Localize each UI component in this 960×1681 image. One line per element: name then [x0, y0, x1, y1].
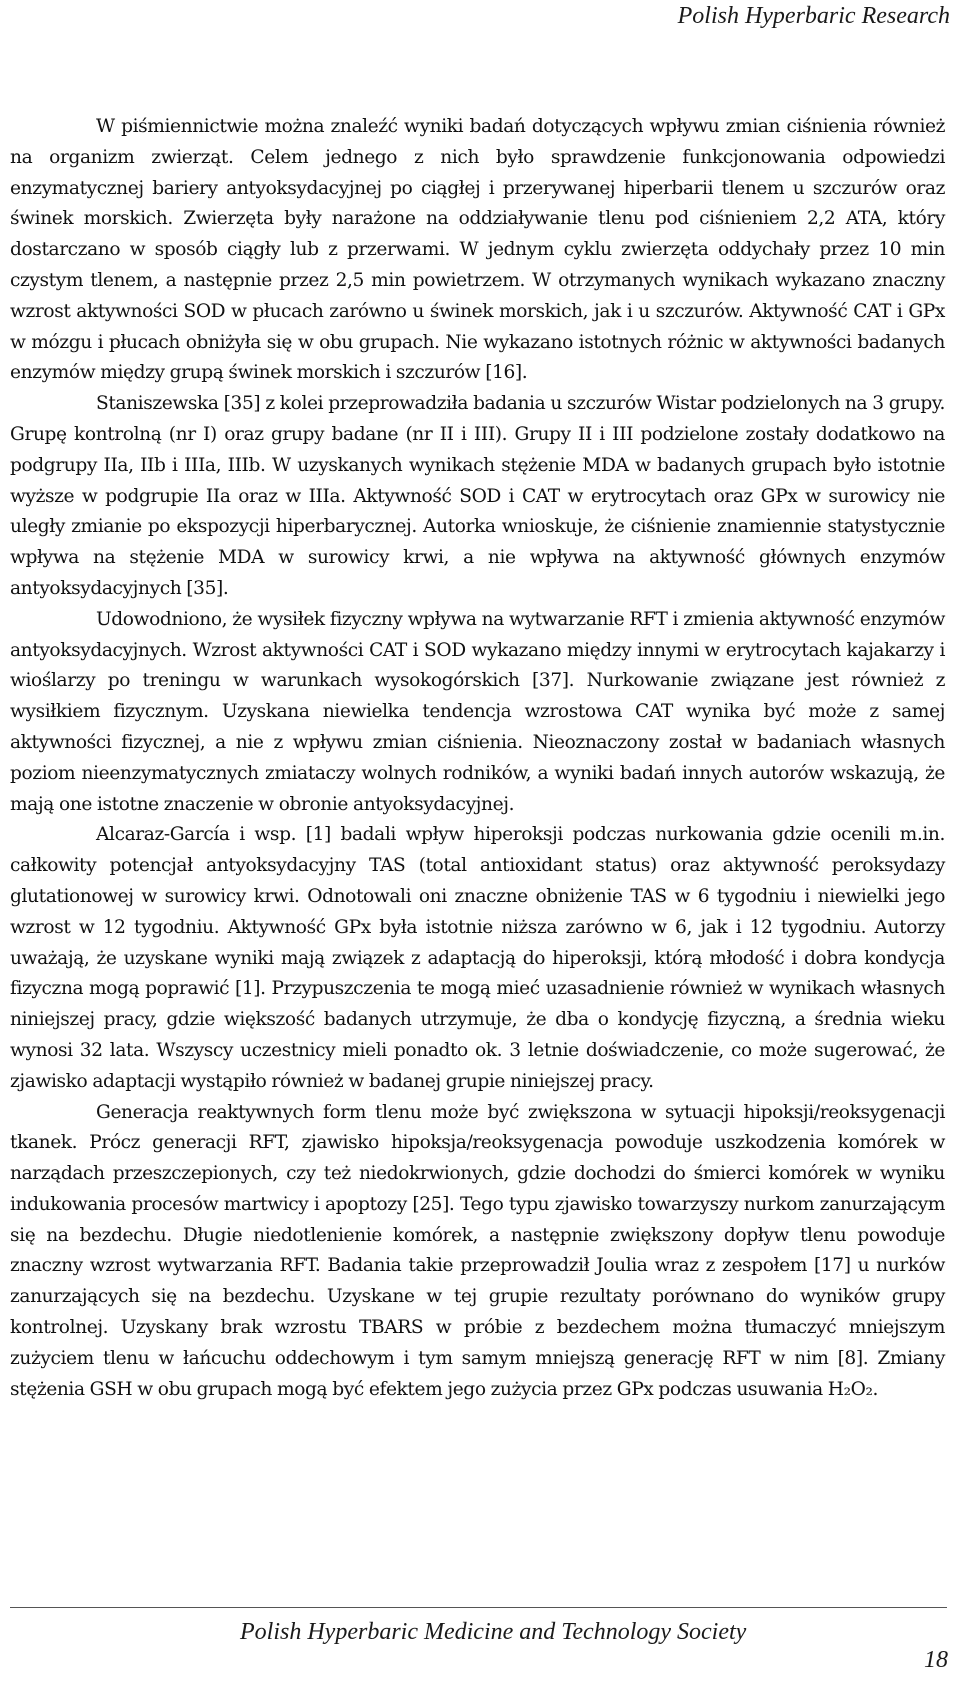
- paragraph-alcaraz-garcia: Alcaraz-García i wsp. [1] badali wpływ hiperoksji podczas nurkowania gdzie ocenili m.in. całkowity potencjał antyoksydacyjny TAS (total antioxidant status) oraz aktywność peroksydazy glutationowej w surowicy krwi. Odnotowali oni znaczne obniżenie TAS w 6 tygodniu i niewielki jego wzrost w 12 tygodniu. Aktywność GPx była istotnie niższa zarówno w 6, jak i 12 tygodniu. Autorzy uważają, że uzyskane wyniki mają związek z adaptacją do hiperoksji, którą młodość i dobra kondycja fizyczna mogą poprawić [1]. Przypuszczenia te mogą mieć uzasadnienie również w wynikach własnych niniejszej pracy, gdzie większość badanych utrzymuje, że dba o kondycję fizyczną, a średnia wieku wynosi 32 lata. Wszyscy uczestnicy mieli ponadto ok. 3 letnie doświadczenie, co może sugerować, że zjawisko adaptacji wystąpiło również w badanej grupie niniejszej pracy.: [10, 824, 945, 1092]
- paragraph-staniszewska: Staniszewska [35] z kolei przeprowadziła badania u szczurów Wistar podzielonych na 3 grupy. Grupę kontrolną (nr I) oraz grupy badane (nr II i III). Grupy II i III podzielone zostały dodatkowo na podgrupy IIa, IIb i IIIa, IIIb. W uzyskanych wynikach stężenie MDA w badanych grupach było istotnie wyższe w podgrupie IIa oraz w IIIa. Aktywność SOD i CAT w erytrocytach oraz GPx w surowicy nie uległy zmianie po ekspozycji hiperbarycznej. Autorka wnioskuje, że ciśnienie znamiennie statystycznie wpływa na stężenie MDA w surowicy krwi, a nie wpływa na aktywność głównych enzymów antyoksydacyjnych [35].: [10, 393, 945, 599]
- footer-divider: [10, 1607, 947, 1608]
- running-footer: Polish Hyperbaric Medicine and Technology Society: [240, 1619, 747, 1645]
- paragraph-animal-studies: W piśmiennictwie można znaleźć wyniki badań dotyczących wpływu zmian ciśnienia również na organizm zwierząt. Celem jednego z nich było sprawdzenie funkcjonowania odpowiedzi enzymatycznej bariery antyoksydacyjnej po ciągłej i przerywanej hiperbarii tlenem u szczurów oraz świnek morskich. Zwierzęta były narażone na oddziaływanie tlenu pod ciśnieniem 2,2 ATA, który dostarczano w sposób ciągły lub z przerwami. W jednym cyklu zwierzęta oddychały przez 10 min czystym tlenem, a następnie przez 2,5 min powietrzem. W otrzymanych wynikach wykazano znaczny wzrost aktywności SOD w płucach zarówno u świnek morskich, jak i u szczurów. Aktywność CAT i GPx w mózgu i płucach obniżyła się w obu grupach. Nie wykazano istotnych różnic w aktywności badanych enzymów między grupą świnek morskich i szczurów [16].: [10, 116, 945, 384]
- paragraph-hypoxia-reoxygenation: Generacja reaktywnych form tlenu może być zwiększona w sytuacji hipoksji/reoksygenacji tkanek. Prócz generacji RFT, zjawisko hipoksja/reoksygenacja powoduje uszkodzenia komórek w narządach przeszczepionych, czy też niedokrwionych, gdzie dochodzi do śmierci komórek w wyniku indukowania procesów martwicy i apoptozy [25]. Tego typu zjawisko towarzyszy nurkom zanurzającym się na bezdechu. Długie niedotlenienie komórek, a następnie zwiększony dopływ tlenu powoduje znaczny wzrost wytwarzania RFT. Badania takie przeprowadził Joulia wraz z zespołem [17] u nurków zanurzających się na bezdechu. Uzyskane w tej grupie rezultaty porównano do wyników grupy kontrolnej. Uzyskany brak wzrostu TBARS w próbie z bezdechem można tłumaczyć mniejszym zużyciem tlenu w łańcuchu oddechowym i tym samym mniejszą generację RFT w nim [8]. Zmiany stężenia GSH w obu grupach mogą być efektem jego zużycia przez GPx podczas usuwania H₂O₂.: [10, 1101, 945, 1400]
- article-body: [10, 112, 945, 1405]
- paragraph-physical-effort: Udowodniono, że wysiłek fizyczny wpływa na wytwarzanie RFT i zmienia aktywność enzymów antyoksydacyjnych. Wzrost aktywności CAT i SOD wykazano między innymi w erytrocytach kajakarzy i wioślarzy po treningu w warunkach wysokogórskich [37]. Nurkowanie związane jest również z wysiłkiem fizycznym. Uzyskana niewielka tendencja wzrostowa CAT wynika być może z samej aktywności fizycznej, a nie z wpływu zmian ciśnienia. Nieoznaczony został w badaniach własnych poziom nieenzymatycznych zmiataczy wolnych rodników, a wyniki badań innych autorów wskazują, że mają one istotne znaczenie w obronie antyoksydacyjnej.: [10, 608, 945, 815]
- page-number: 18: [924, 1647, 948, 1673]
- running-header: Polish Hyperbaric Research: [677, 3, 950, 29]
